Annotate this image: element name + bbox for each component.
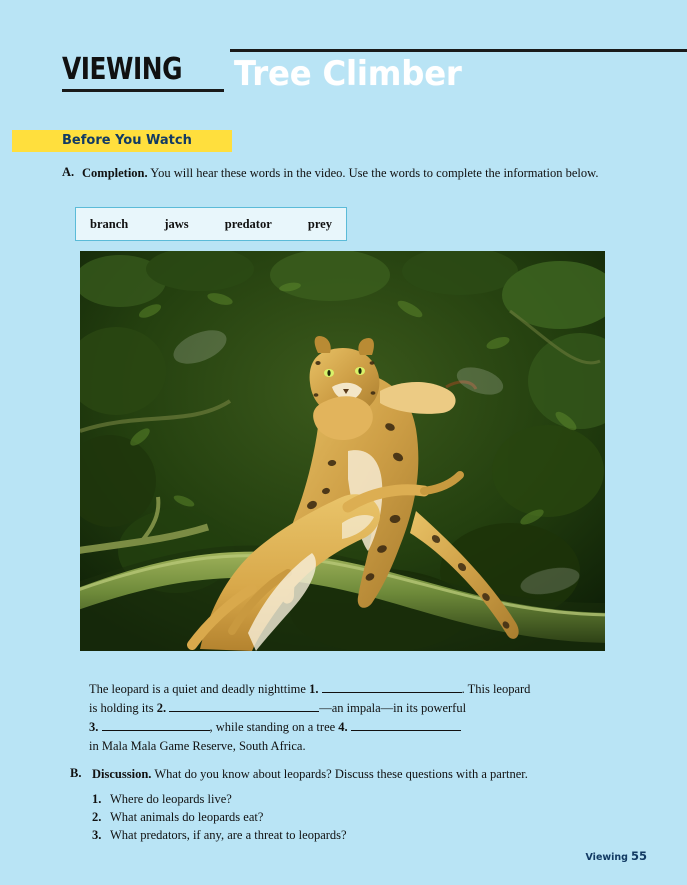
completion-num-2: 2.	[156, 701, 167, 715]
word-bank-item-1: branch	[90, 216, 129, 231]
answer-blank-2[interactable]	[169, 699, 319, 712]
exercise-a-letter: A.	[62, 165, 75, 179]
completion-text-2: . This leopard	[461, 682, 531, 696]
word-bank-box	[75, 207, 347, 241]
completion-num-1: 1.	[309, 682, 319, 696]
word-bank-item-2: jaws	[164, 216, 189, 231]
completion-paragraph	[89, 680, 609, 756]
completion-text-5: , while standing on a tree	[209, 720, 339, 734]
page-title: Tree Climber	[234, 54, 462, 94]
completion-num-3: 3.	[89, 720, 99, 734]
list-item	[92, 826, 592, 844]
footer-label: Viewing	[585, 852, 628, 863]
exercise-b-instructions: What do you know about leopards? Discuss these questions with a partner.	[154, 767, 528, 781]
completion-text-4: —an impala—in its powerful	[319, 701, 467, 715]
kicker-underline	[62, 89, 224, 92]
question-number: 3.	[92, 828, 102, 842]
answer-blank-4[interactable]	[351, 718, 461, 731]
exercise-a-text	[82, 165, 612, 181]
page-header	[62, 42, 662, 116]
question-text: Where do leopards live?	[110, 792, 232, 806]
word-bank-item-3: predator	[224, 216, 272, 231]
completion-text-6: in Mala Mala Game Reserve, South Africa.	[89, 739, 306, 753]
completion-text-3: is holding its	[89, 701, 157, 715]
page-kicker: VIEWING	[62, 52, 182, 87]
question-text: What animals do leopards eat?	[110, 810, 264, 824]
exercise-b-letter: B.	[70, 766, 82, 780]
page-footer	[586, 849, 648, 863]
question-number: 2.	[92, 810, 102, 824]
completion-text-1: The leopard is a quiet and deadly nighttime	[89, 682, 310, 696]
exercise-b-text	[92, 766, 622, 782]
list-item	[92, 790, 592, 808]
list-item	[92, 808, 592, 826]
header-rule	[230, 49, 687, 52]
question-number: 1.	[92, 792, 102, 806]
exercise-a-instructions: You will hear these words in the video. Use the words to complete the information below.	[150, 166, 599, 180]
question-text: What predators, if any, are a threat to leopards?	[110, 828, 347, 842]
page-number: 55	[630, 849, 647, 863]
discussion-question-list	[92, 790, 592, 844]
completion-num-4: 4.	[338, 720, 348, 734]
leopard-in-tree-with-impala-photo	[80, 251, 605, 651]
exercise-a-title: Completion.	[82, 166, 148, 180]
word-bank-item-4: prey	[307, 216, 332, 231]
section-heading: Before You Watch	[62, 133, 192, 148]
answer-blank-1[interactable]	[322, 680, 462, 693]
answer-blank-3[interactable]	[102, 718, 210, 731]
exercise-b-title: Discussion.	[92, 767, 152, 781]
